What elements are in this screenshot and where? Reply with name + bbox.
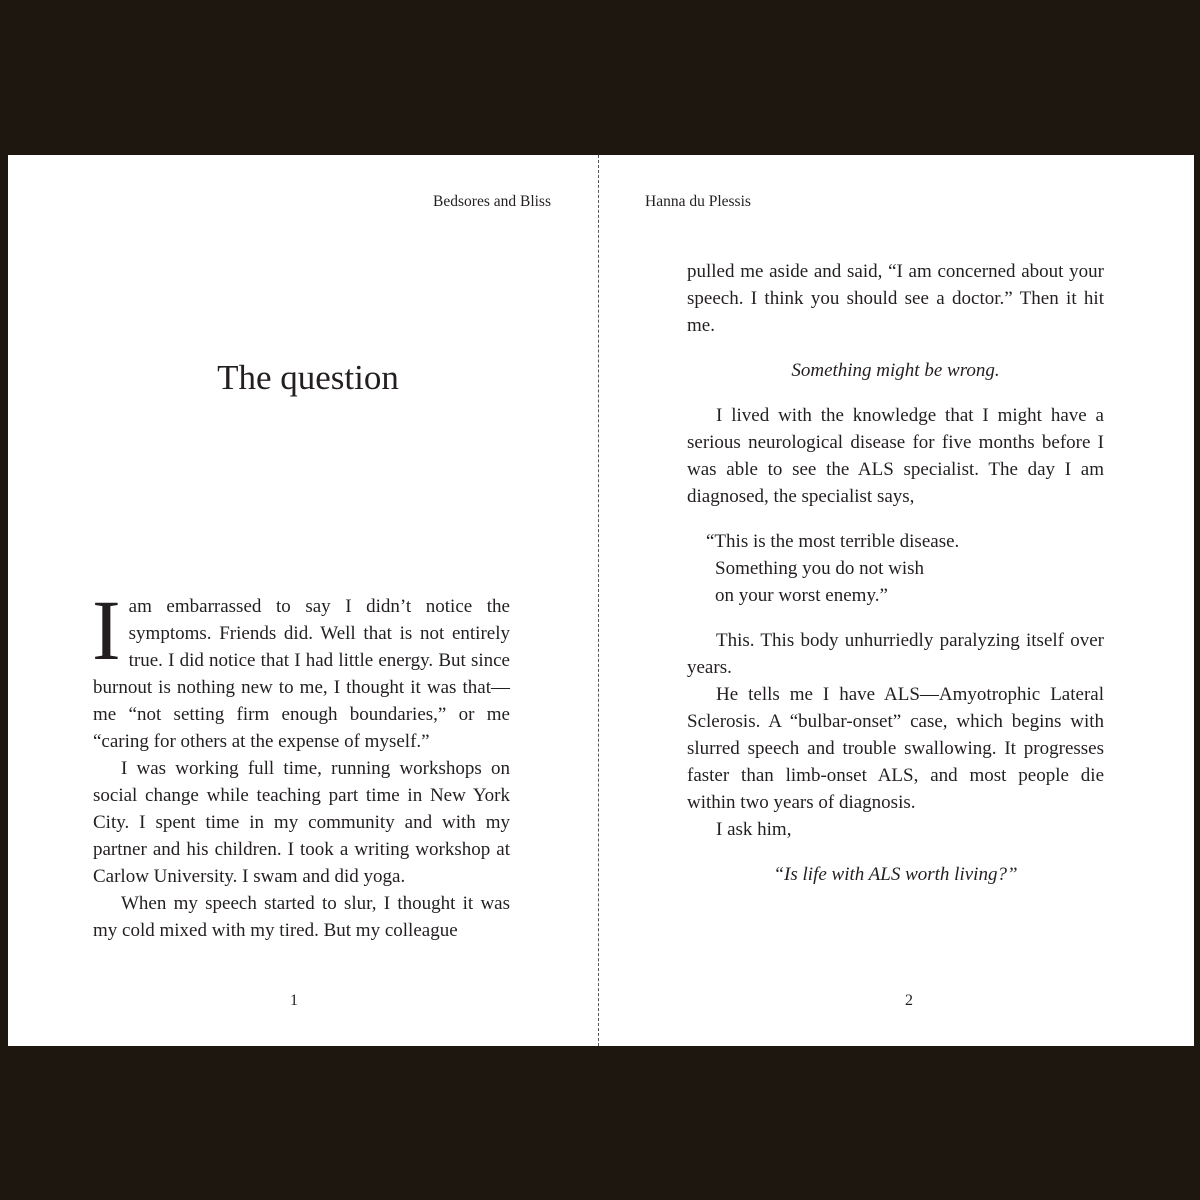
paragraph: This. This body unhurriedly paralyzing itself over years. xyxy=(687,630,1104,678)
paragraph: He tells me I have ALS—Amyotrophic Lateral Sclerosis. A “bulbar-onset” case, which begins with slurred speech and trouble swallowing. It progresses faster than limb-onset ALS, and most people die within two years of diagnosis. xyxy=(687,684,1104,813)
page-number: 1 xyxy=(290,992,298,1009)
chapter-title: The question xyxy=(217,358,399,397)
running-head-author: Hanna du Plessis xyxy=(645,193,751,210)
opening-paragraph-text: am embarrassed to say I didn’t notice the symptoms. Friends did. Well that is not entirely true. I did notice that I had little energy. But since burnout is nothing new to me, I thought it was that—me “not setting firm enough boundaries,” or me “caring for others at the expense of myself.” xyxy=(93,596,510,752)
book-spread xyxy=(8,155,1194,1046)
left-body-text xyxy=(92,582,510,944)
opening-paragraph xyxy=(92,582,510,755)
paragraph: When my speech started to slur, I thought it was my cold mixed with my tired. But my colleague xyxy=(93,893,510,941)
paragraph: I lived with the knowledge that I might have a serious neurological disease for five months before I was able to see the ALS specialist. The day I am diagnosed, the specialist says, xyxy=(687,405,1104,507)
right-body-text xyxy=(687,258,1104,888)
page-number: 2 xyxy=(905,992,913,1009)
paragraph: I was working full time, running workshops on social change while teaching part time in New York City. I spent time in my community and with my partner and his children. I took a writing workshop at Carlow University. I swam and did yoga. xyxy=(93,758,510,887)
right-page xyxy=(599,155,1194,1046)
left-page xyxy=(8,155,598,1046)
drop-cap: I xyxy=(92,582,121,678)
continuation-paragraph: pulled me aside and said, “I am concerned about your speech. I think you should see a doctor.” Then it hit me. xyxy=(687,261,1104,336)
quote-line: on your worst enemy.” xyxy=(715,585,888,606)
running-head-book-title: Bedsores and Bliss xyxy=(433,193,551,210)
italic-interjection: Something might be wrong. xyxy=(791,360,1000,381)
quote-line: Something you do not wish xyxy=(715,558,925,579)
quote-line: “This is the most terrible disease. xyxy=(706,531,960,552)
italic-question: “Is life with ALS worth living?” xyxy=(773,864,1018,885)
paragraph: I ask him, xyxy=(716,819,792,840)
block-quote xyxy=(687,528,1104,609)
